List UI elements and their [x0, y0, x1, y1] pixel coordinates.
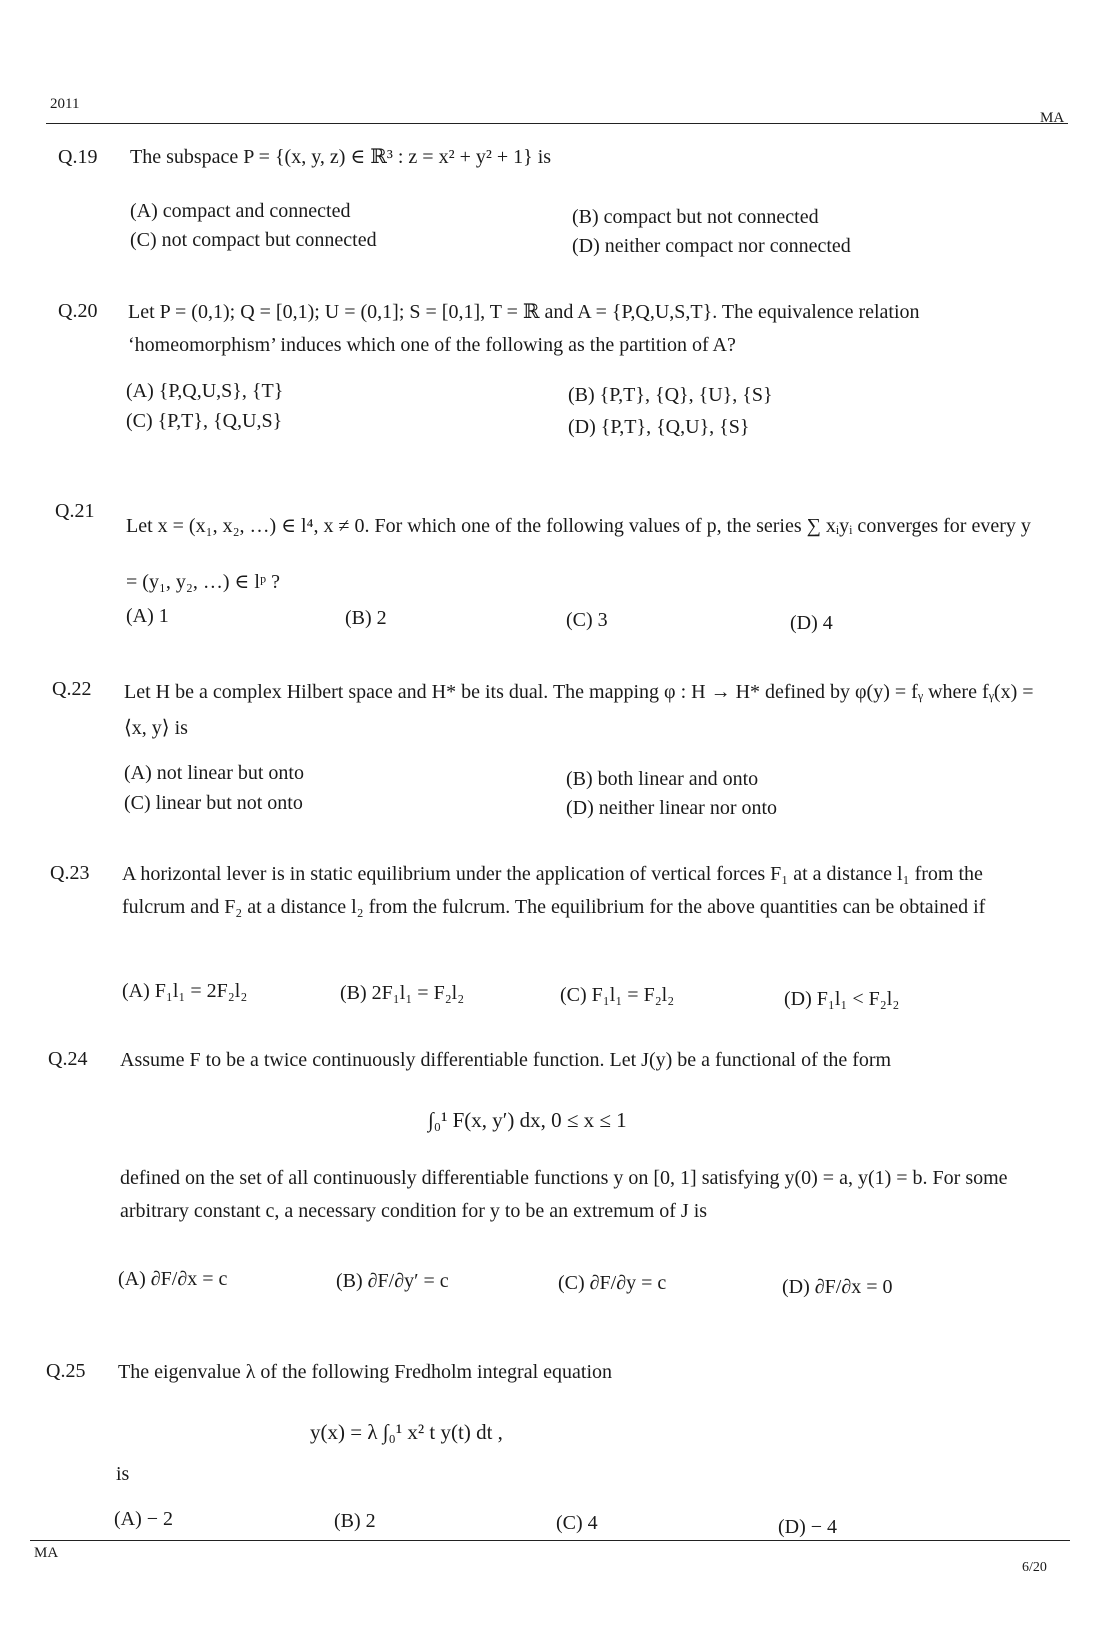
- option-d: (D) − 4: [778, 1516, 838, 1538]
- option-b: (B) ∂F/∂y′ = c: [336, 1270, 449, 1292]
- option-d: (D) 4: [790, 612, 833, 634]
- footer-code: MA: [34, 1545, 59, 1561]
- option-d: (D) neither compact nor connected: [572, 235, 851, 257]
- fredholm-equation: y(x) = λ ∫₀¹ x² t y(t) dt ,: [310, 1420, 503, 1444]
- question-stem: A horizontal lever is in static equilibrium under the application of vertical forces F₁ at a distance l₁ from the fulcrum and F₂ at a distance l₂ from the fulcrum. The equilibrium for the above quantities can be obtained if: [122, 863, 986, 918]
- question-number: Q.24: [48, 1048, 88, 1070]
- option-a: (A) − 2: [114, 1508, 174, 1530]
- option-c: (C) 3: [566, 609, 608, 631]
- option-d: (D) neither linear nor onto: [566, 797, 778, 819]
- option-c: (C) not compact but connected: [130, 229, 377, 251]
- option-d: (D) F₁l₁ < F₂l₂: [784, 988, 900, 1010]
- option-b: (B) {P,T}, {Q}, {U}, {S}: [568, 384, 773, 406]
- option-c: (C) 4: [556, 1512, 598, 1534]
- option-a: (A) F₁l₁ = 2F₂l₂: [122, 980, 248, 1002]
- option-a: (A) 1: [126, 605, 169, 627]
- question-stem-continued: defined on the set of all continuously differentiable functions y on [0, 1] satisfying y(0) = a, y(1) = b. For some arbitrary constant c, a necessary condition for y to be an extremum of J is: [120, 1167, 1008, 1222]
- option-c: (C) ∂F/∂y = c: [558, 1272, 667, 1294]
- option-c: (C) linear but not onto: [124, 792, 303, 814]
- question-number: Q.25: [46, 1360, 86, 1382]
- footer-rule: [30, 1540, 1070, 1541]
- header-code: MA: [1040, 110, 1065, 126]
- question-stem: Let H be a complex Hilbert space and H* be its dual. The mapping φ : H → H* defined by φ(y) = fᵧ where fᵧ(x) = ⟨x, y⟩ is: [124, 681, 1034, 739]
- question-stem: The subspace P = {(x, y, z) ∈ ℝ³ : z = x² + y² + 1} is: [130, 146, 552, 168]
- option-b: (B) compact but not connected: [572, 206, 819, 228]
- option-b: (B) 2: [345, 607, 387, 629]
- option-d: (D) {P,T}, {Q,U}, {S}: [568, 416, 750, 438]
- question-number: Q.19: [58, 146, 98, 168]
- option-b: (B) both linear and onto: [566, 768, 759, 790]
- question-number: Q.21: [55, 500, 95, 522]
- question-stem: Let x = (x₁, x₂, …) ∈ l⁴, x ≠ 0. For which one of the following values of p, the series ∑ xᵢyᵢ converges for every y = (y₁, y₂, …) ∈ lᵖ ?: [126, 515, 1031, 593]
- option-a: (A) {P,Q,U,S}, {T}: [126, 380, 284, 402]
- option-a: (A) ∂F/∂x = c: [118, 1268, 228, 1290]
- header-rule: [46, 123, 1068, 124]
- option-c: (C) F₁l₁ = F₂l₂: [560, 984, 675, 1006]
- question-number: Q.20: [58, 300, 98, 322]
- option-b: (B) 2: [334, 1510, 376, 1532]
- question-stem: Assume F to be a twice continuously differentiable function. Let J(y) be a functional of the form: [120, 1049, 892, 1071]
- question-stem: The eigenvalue λ of the following Fredholm integral equation: [118, 1361, 613, 1383]
- question-stem: Let P = (0,1); Q = [0,1); U = (0,1]; S = [0,1], T = ℝ and A = {P,Q,U,S,T}. The equivalence relation ‘homeomorphism’ induces which one of the following as the partition of A?: [128, 301, 920, 356]
- footer-page-number: 6/20: [1022, 1560, 1047, 1575]
- functional-integral: ∫₀¹ F(x, y′) dx, 0 ≤ x ≤ 1: [428, 1108, 627, 1132]
- option-a: (A) not linear but onto: [124, 762, 304, 784]
- question-stem-continued: is: [116, 1463, 130, 1485]
- option-b: (B) 2F₁l₁ = F₂l₂: [340, 982, 465, 1004]
- header-year: 2011: [50, 96, 80, 112]
- question-number: Q.22: [52, 678, 92, 700]
- option-d: (D) ∂F/∂x = 0: [782, 1276, 893, 1298]
- option-c: (C) {P,T}, {Q,U,S}: [126, 410, 283, 432]
- question-number: Q.23: [50, 862, 90, 884]
- option-a: (A) compact and connected: [130, 200, 351, 222]
